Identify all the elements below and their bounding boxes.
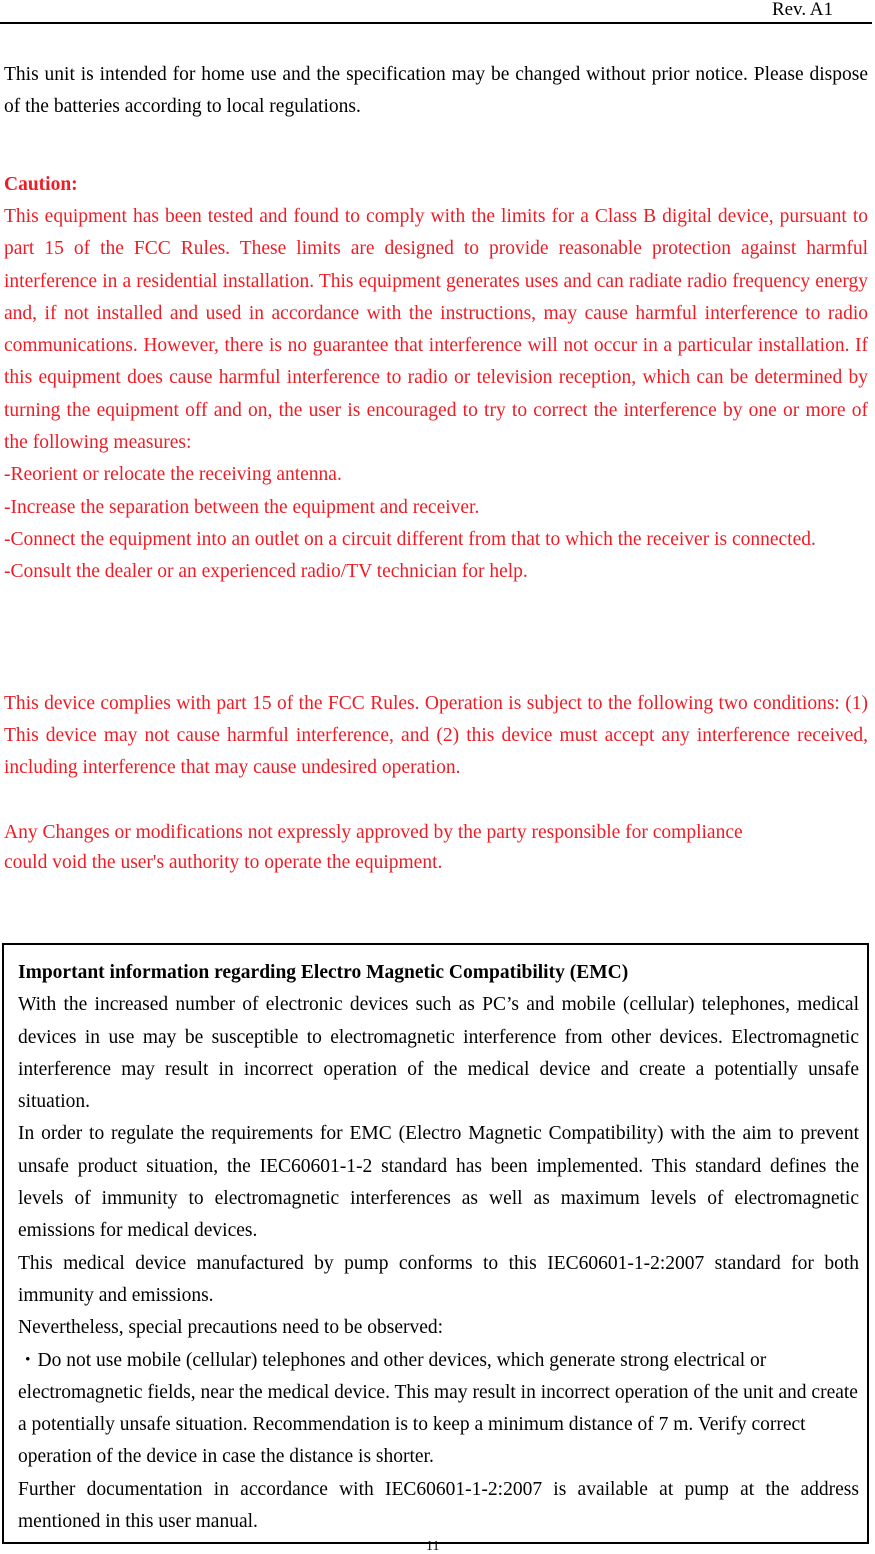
measure-item: -Reorient or relocate the receiving antenna.: [4, 464, 342, 486]
emc-title: Important information regarding Electro Magnetic Compatibility (EMC): [18, 962, 629, 983]
caution-body-text: This equipment has been tested and found to comply with the limits for a Class B digital device, pursuant to part 15 of the FCC Rules. These limits are designed to provide reasonable protection against harmful interference in a residential installation. This equipment generates uses and can radiate radio frequency energy and, if not installed and used in accordance with the instructions, may cause harmful interference to radio communications. However, there is no guarantee that interference will not occur in a particular installation. If this equipment does cause harmful interference to radio or television reception, which can be determined by turning the equipment off and on, the user is encouraged to try to correct the interference by one or more of the following measures:: [4, 206, 868, 454]
fcc-statement: This device complies with part 15 of the FCC Rules. Operation is subject to the following two conditions: (1) This device may not cause harmful interference, and (2) this device must accept any interference received, including interference that may cause undesired operation.: [4, 693, 868, 778]
measure-item: -Connect the equipment into an outlet on a circuit different from that to which the receiver is connected.: [4, 528, 816, 550]
emc-paragraph: This medical device manufactured by pump conforms to this IEC60601-1-2:2007 standard for both immunity and emissions.: [18, 1252, 859, 1306]
emc-paragraph: Nevertheless, special precautions need to be observed:: [18, 1317, 444, 1339]
changes-line: could void the user's authority to operate the equipment.: [4, 851, 443, 873]
caution-heading: Caution:: [4, 174, 78, 195]
measure-item: -Increase the separation between the equipment and receiver.: [4, 496, 480, 518]
page-number: 11: [426, 1539, 440, 1554]
revision-label: Rev. A1: [771, 0, 833, 20]
caution-section: [4, 201, 868, 589]
changes-statement: [4, 818, 868, 877]
emc-paragraph: In order to regulate the requirements for EMC (Electro Magnetic Compatibility) with the aim to prevent unsafe product situation, the IEC60601-1-2 standard has been implemented. This standard defines the levels of immunity to electromagnetic interferences as well as maximum levels of electromagnetic emissions for medical devices.: [18, 1123, 859, 1242]
changes-line: Any Changes or modifications not expressly approved by the party responsible for compliance: [4, 822, 743, 843]
emc-bullet: ・Do not use mobile (cellular) telephones and other devices, which generate strong electrical or electromagnetic fields, near the medical device. This may result in incorrect operation of the unit and create a potentially unsafe situation. Recommendation is to keep a minimum distance of 7 m. Verify correct operation of the device in case the distance is shorter.: [18, 1349, 858, 1468]
emc-info-box: [2, 943, 869, 1544]
emc-paragraph: With the increased number of electronic devices such as PC’s and mobile (cellular) telephones, medical devices in use may be susceptible to electromagnetic interference from other devices. Electromagnetic interference may result in incorrect operation of the medical device and create a potentially unsafe situation.: [18, 994, 859, 1113]
intro-paragraph: This unit is intended for home use and the specification may be changed without prior notice. Please dispose of the batteries according to local regulations.: [4, 64, 868, 117]
emc-paragraph: Further documentation in accordance with IEC60601-1-2:2007 is available at pump at the address mentioned in this user manual.: [18, 1478, 859, 1533]
emc-content: [18, 957, 859, 1538]
header-divider: [0, 22, 872, 24]
measure-item: -Consult the dealer or an experienced radio/TV technician for help.: [4, 561, 528, 583]
